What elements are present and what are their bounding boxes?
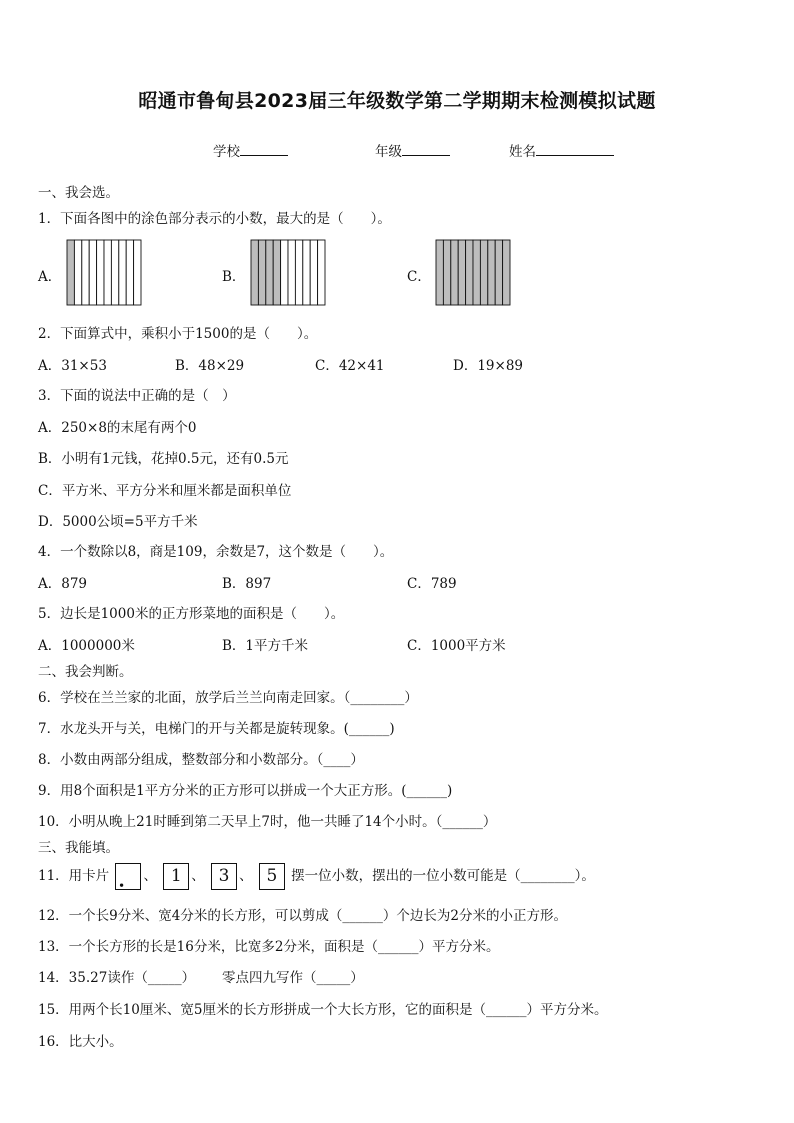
- q3-option-a[interactable]: A．250×8的末尾有两个0: [38, 420, 197, 436]
- section-1-heading: 一、我会选。: [38, 185, 119, 201]
- blank-strip: [89, 240, 96, 305]
- grade-label: 年级: [375, 144, 402, 160]
- q5-option-a[interactable]: A．1000000米: [38, 638, 135, 654]
- question-7: 7．水龙头开与关，电梯门的开与关都是旋转现象。(______): [38, 721, 395, 737]
- q2-option-b[interactable]: B．48×29: [175, 358, 245, 374]
- school-blank[interactable]: [240, 141, 288, 156]
- q11-suffix: 摆一位小数，摆出的一位小数可能是（________）。: [291, 868, 595, 884]
- question-4: 4．一个数除以8，商是109，余数是7，这个数是（ ）。: [38, 544, 394, 560]
- shaded-strip: [251, 240, 258, 305]
- question-9: 9．用8个面积是1平方分米的正方形可以拼成一个大正方形。(______): [38, 783, 453, 799]
- card-1: 1: [163, 863, 189, 890]
- blank-strip: [111, 240, 118, 305]
- blank-strip: [74, 240, 81, 305]
- shaded-strip: [67, 240, 74, 305]
- blank-strip: [97, 240, 104, 305]
- q2-option-c[interactable]: C．42×41: [315, 358, 385, 374]
- blank-strip: [119, 240, 126, 305]
- grade-field: [375, 140, 450, 160]
- q4-option-b[interactable]: B．897: [222, 576, 272, 592]
- question-14a: 14．35.27读作（_____）: [38, 970, 196, 986]
- shaded-strip: [488, 240, 495, 305]
- shaded-strip: [458, 240, 465, 305]
- q1-figure-b: [250, 239, 326, 306]
- shaded-strip: [495, 240, 502, 305]
- school-field: [213, 140, 288, 160]
- q1-figure-a: [66, 239, 142, 306]
- question-6: 6．学校在兰兰家的北面，放学后兰兰向南走回家。（________）: [38, 690, 418, 706]
- question-11: [38, 862, 595, 890]
- blank-strip: [288, 240, 295, 305]
- q2-option-d[interactable]: D．19×89: [453, 358, 523, 374]
- q1-option-b[interactable]: B．: [222, 269, 246, 285]
- q2-option-a[interactable]: A．31×53: [38, 358, 107, 374]
- q4-option-a[interactable]: A．879: [38, 576, 88, 592]
- blank-strip: [303, 240, 310, 305]
- q4-option-c[interactable]: C．789: [407, 576, 457, 592]
- name-blank[interactable]: [536, 141, 614, 156]
- shaded-strip: [436, 240, 443, 305]
- blank-strip: [281, 240, 288, 305]
- blank-strip: [82, 240, 89, 305]
- card-3: 3: [211, 863, 237, 890]
- q1-option-a[interactable]: A．: [38, 269, 62, 285]
- shaded-strip: [266, 240, 273, 305]
- blank-strip: [310, 240, 317, 305]
- shaded-strip: [451, 240, 458, 305]
- blank-strip: [126, 240, 133, 305]
- school-label: 学校: [213, 144, 240, 160]
- q11-sep-1: 、: [143, 868, 157, 884]
- card-5: 5: [259, 863, 285, 890]
- blank-strip: [295, 240, 302, 305]
- name-field: [509, 140, 614, 160]
- section-2-heading: 二、我会判断。: [38, 664, 133, 680]
- q5-option-b[interactable]: B．1平方千米: [222, 638, 309, 654]
- shaded-strip: [466, 240, 473, 305]
- blank-strip: [104, 240, 111, 305]
- question-12: 12．一个长9分米、宽4分米的长方形，可以剪成（______）个边长为2分米的小正方形。: [38, 908, 567, 924]
- q3-option-b[interactable]: B．小明有1元钱，花掉0.5元，还有0.5元: [38, 451, 289, 467]
- question-16: 16．比大小。: [38, 1034, 123, 1050]
- shaded-strip: [258, 240, 265, 305]
- q11-prefix: 11．用卡片: [38, 868, 110, 884]
- question-3: 3．下面的说法中正确的是（ ）: [38, 388, 236, 404]
- question-10: 10．小明从晚上21时睡到第二天早上7时，他一共睡了14个小时。（______）: [38, 814, 497, 830]
- shaded-strip: [273, 240, 280, 305]
- q11-sep-2: 、: [191, 868, 205, 884]
- q3-option-d[interactable]: D．5000公顷=5平方千米: [38, 514, 198, 530]
- q1-option-c[interactable]: C．: [407, 269, 431, 285]
- grade-blank[interactable]: [402, 141, 450, 156]
- section-3-heading: 三、我能填。: [38, 840, 119, 856]
- question-8: 8．小数由两部分组成，整数部分和小数部分。（____）: [38, 752, 364, 768]
- card-decimal-point: ．: [115, 863, 141, 890]
- question-14b: 零点四九写作（_____）: [222, 970, 364, 986]
- q1-figure-c: [435, 239, 511, 306]
- blank-strip: [134, 240, 141, 305]
- q3-option-c[interactable]: C．平方米、平方分米和厘米都是面积单位: [38, 483, 292, 499]
- question-5: 5．边长是1000米的正方形菜地的面积是（ ）。: [38, 606, 345, 622]
- q5-option-c[interactable]: C．1000平方米: [407, 638, 506, 654]
- shaded-strip: [503, 240, 510, 305]
- question-15: 15．用两个长10厘米、宽5厘米的长方形拼成一个大长方形，它的面积是（______）平方分米。: [38, 1002, 608, 1018]
- blank-strip: [318, 240, 325, 305]
- shaded-strip: [480, 240, 487, 305]
- name-label: 姓名: [509, 144, 536, 160]
- question-1: 1．下面各图中的涂色部分表示的小数，最大的是（ ）。: [38, 211, 391, 227]
- question-2: 2．下面算式中，乘积小于1500的是（ ）。: [38, 326, 318, 342]
- shaded-strip: [443, 240, 450, 305]
- shaded-strip: [473, 240, 480, 305]
- question-13: 13．一个长方形的长是16分米，比宽多2分米，面积是（______）平方分米。: [38, 939, 500, 955]
- q11-sep-3: 、: [239, 868, 253, 884]
- page-title: 昭通市鲁甸县2023届三年级数学第二学期期末检测模拟试题: [138, 90, 656, 112]
